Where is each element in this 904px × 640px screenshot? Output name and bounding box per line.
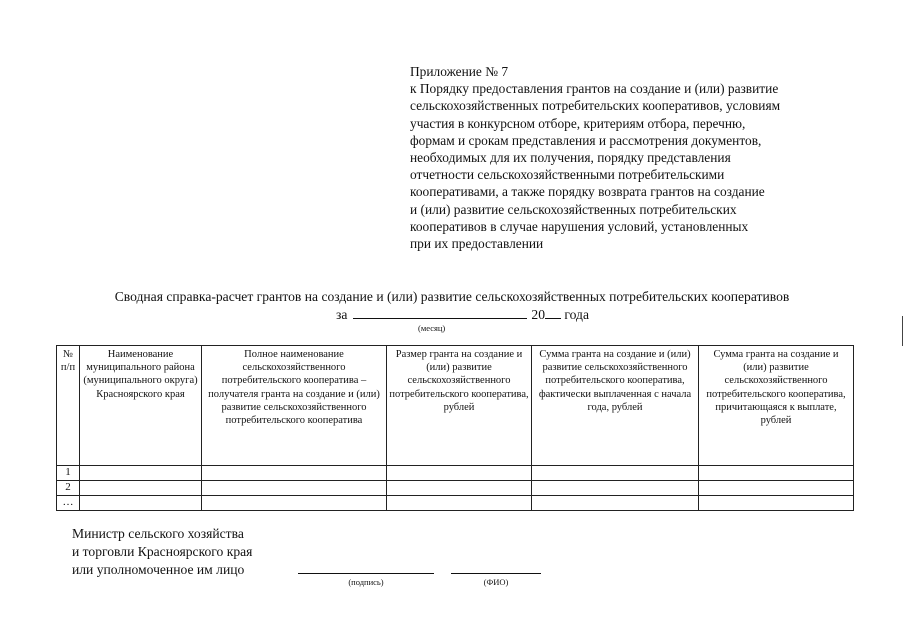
month-blank — [353, 306, 527, 319]
table-cell — [532, 466, 699, 481]
header-row — [57, 346, 854, 466]
appendix-line: формам и срокам представления и рассмотрения документов, — [410, 132, 762, 148]
header-cell: Сумма гранта на создание и (или) развитие сельскохозяйственного потребительского кооператива, фактически выплаченная с начала года, рублей — [532, 346, 699, 466]
table-cell — [387, 466, 532, 481]
appendix-line: Приложение № 7 — [410, 64, 509, 79]
name-line — [451, 573, 541, 574]
table-cell — [202, 496, 387, 511]
row-number: 2 — [57, 481, 80, 496]
table-cell — [699, 466, 854, 481]
year-blank — [545, 306, 561, 319]
table-cell — [532, 496, 699, 511]
table-cell — [202, 466, 387, 481]
appendix-line: кооперативами, а также порядку возврата грантов на создание — [410, 184, 765, 200]
appendix-line: и (или) развитие сельскохозяйственных потребительских — [410, 201, 737, 217]
appendix-line: отчетности сельскохозяйственными потребительскими — [410, 167, 725, 183]
signature-line — [298, 573, 434, 574]
table-row — [57, 481, 854, 496]
table-row — [57, 496, 854, 511]
table-cell — [202, 481, 387, 496]
table-cell — [80, 466, 202, 481]
row-number: 1 — [57, 466, 80, 481]
signature-caption: (подпись) — [348, 577, 384, 587]
period-line — [336, 306, 589, 323]
header-cell: № п/п — [57, 346, 80, 466]
scan-edge-mark — [902, 316, 903, 346]
header-cell: Наименование муниципального района (муниципального округа) Красноярского края — [80, 346, 202, 466]
signer-line: и торговли Красноярского края — [72, 543, 253, 559]
table-cell — [532, 481, 699, 496]
header-cell: Размер гранта на создание и (или) развитие сельскохозяйственного потребительского кооператива, рублей — [387, 346, 532, 466]
table-cell — [699, 496, 854, 511]
appendix-line: кооперативов в случае нарушения условий, установленных — [410, 218, 749, 234]
appendix-line: сельскохозяйственных потребительских кооперативов, условиям — [410, 98, 781, 114]
appendix-line: участия в конкурсном отборе, критериям отбора, перечню, — [410, 115, 746, 131]
table-cell — [387, 496, 532, 511]
appendix-line: к Порядку предоставления грантов на создание и (или) развитие — [410, 81, 779, 97]
table-cell — [699, 481, 854, 496]
header-cell: Сумма гранта на создание и (или) развитие сельскохозяйственного потребительского кооператива, причитающаяся к выплате, рублей — [699, 346, 854, 466]
table-row — [57, 466, 854, 481]
year-prefix: 20 — [531, 307, 545, 322]
appendix-line: при их предоставлении — [410, 236, 544, 252]
table-cell — [80, 496, 202, 511]
signer-line: Министр сельского хозяйства — [72, 526, 244, 541]
table-cell — [387, 481, 532, 496]
period-prefix: за — [336, 307, 348, 322]
signer-block — [72, 525, 252, 578]
table-cell — [80, 481, 202, 496]
appendix-line: необходимых для их получения, порядку представления — [410, 150, 731, 166]
row-number: … — [57, 496, 80, 511]
grant-table — [56, 345, 854, 511]
appendix-block — [410, 63, 850, 252]
month-caption: (месяц) — [418, 323, 446, 333]
header-cell: Полное наименование сельскохозяйственного потребительского кооператива – получателя гранта на создание и (или) развитие сельскохозяйственного потребительского кооператива — [202, 346, 387, 466]
name-caption: (ФИО) — [483, 577, 509, 587]
signer-line: или уполномоченное им лицо — [72, 561, 245, 577]
year-suffix: года — [564, 307, 589, 322]
document-title: Сводная справка-расчет грантов на создание и (или) развитие сельскохозяйственных потребительских кооперативов — [114, 289, 790, 304]
